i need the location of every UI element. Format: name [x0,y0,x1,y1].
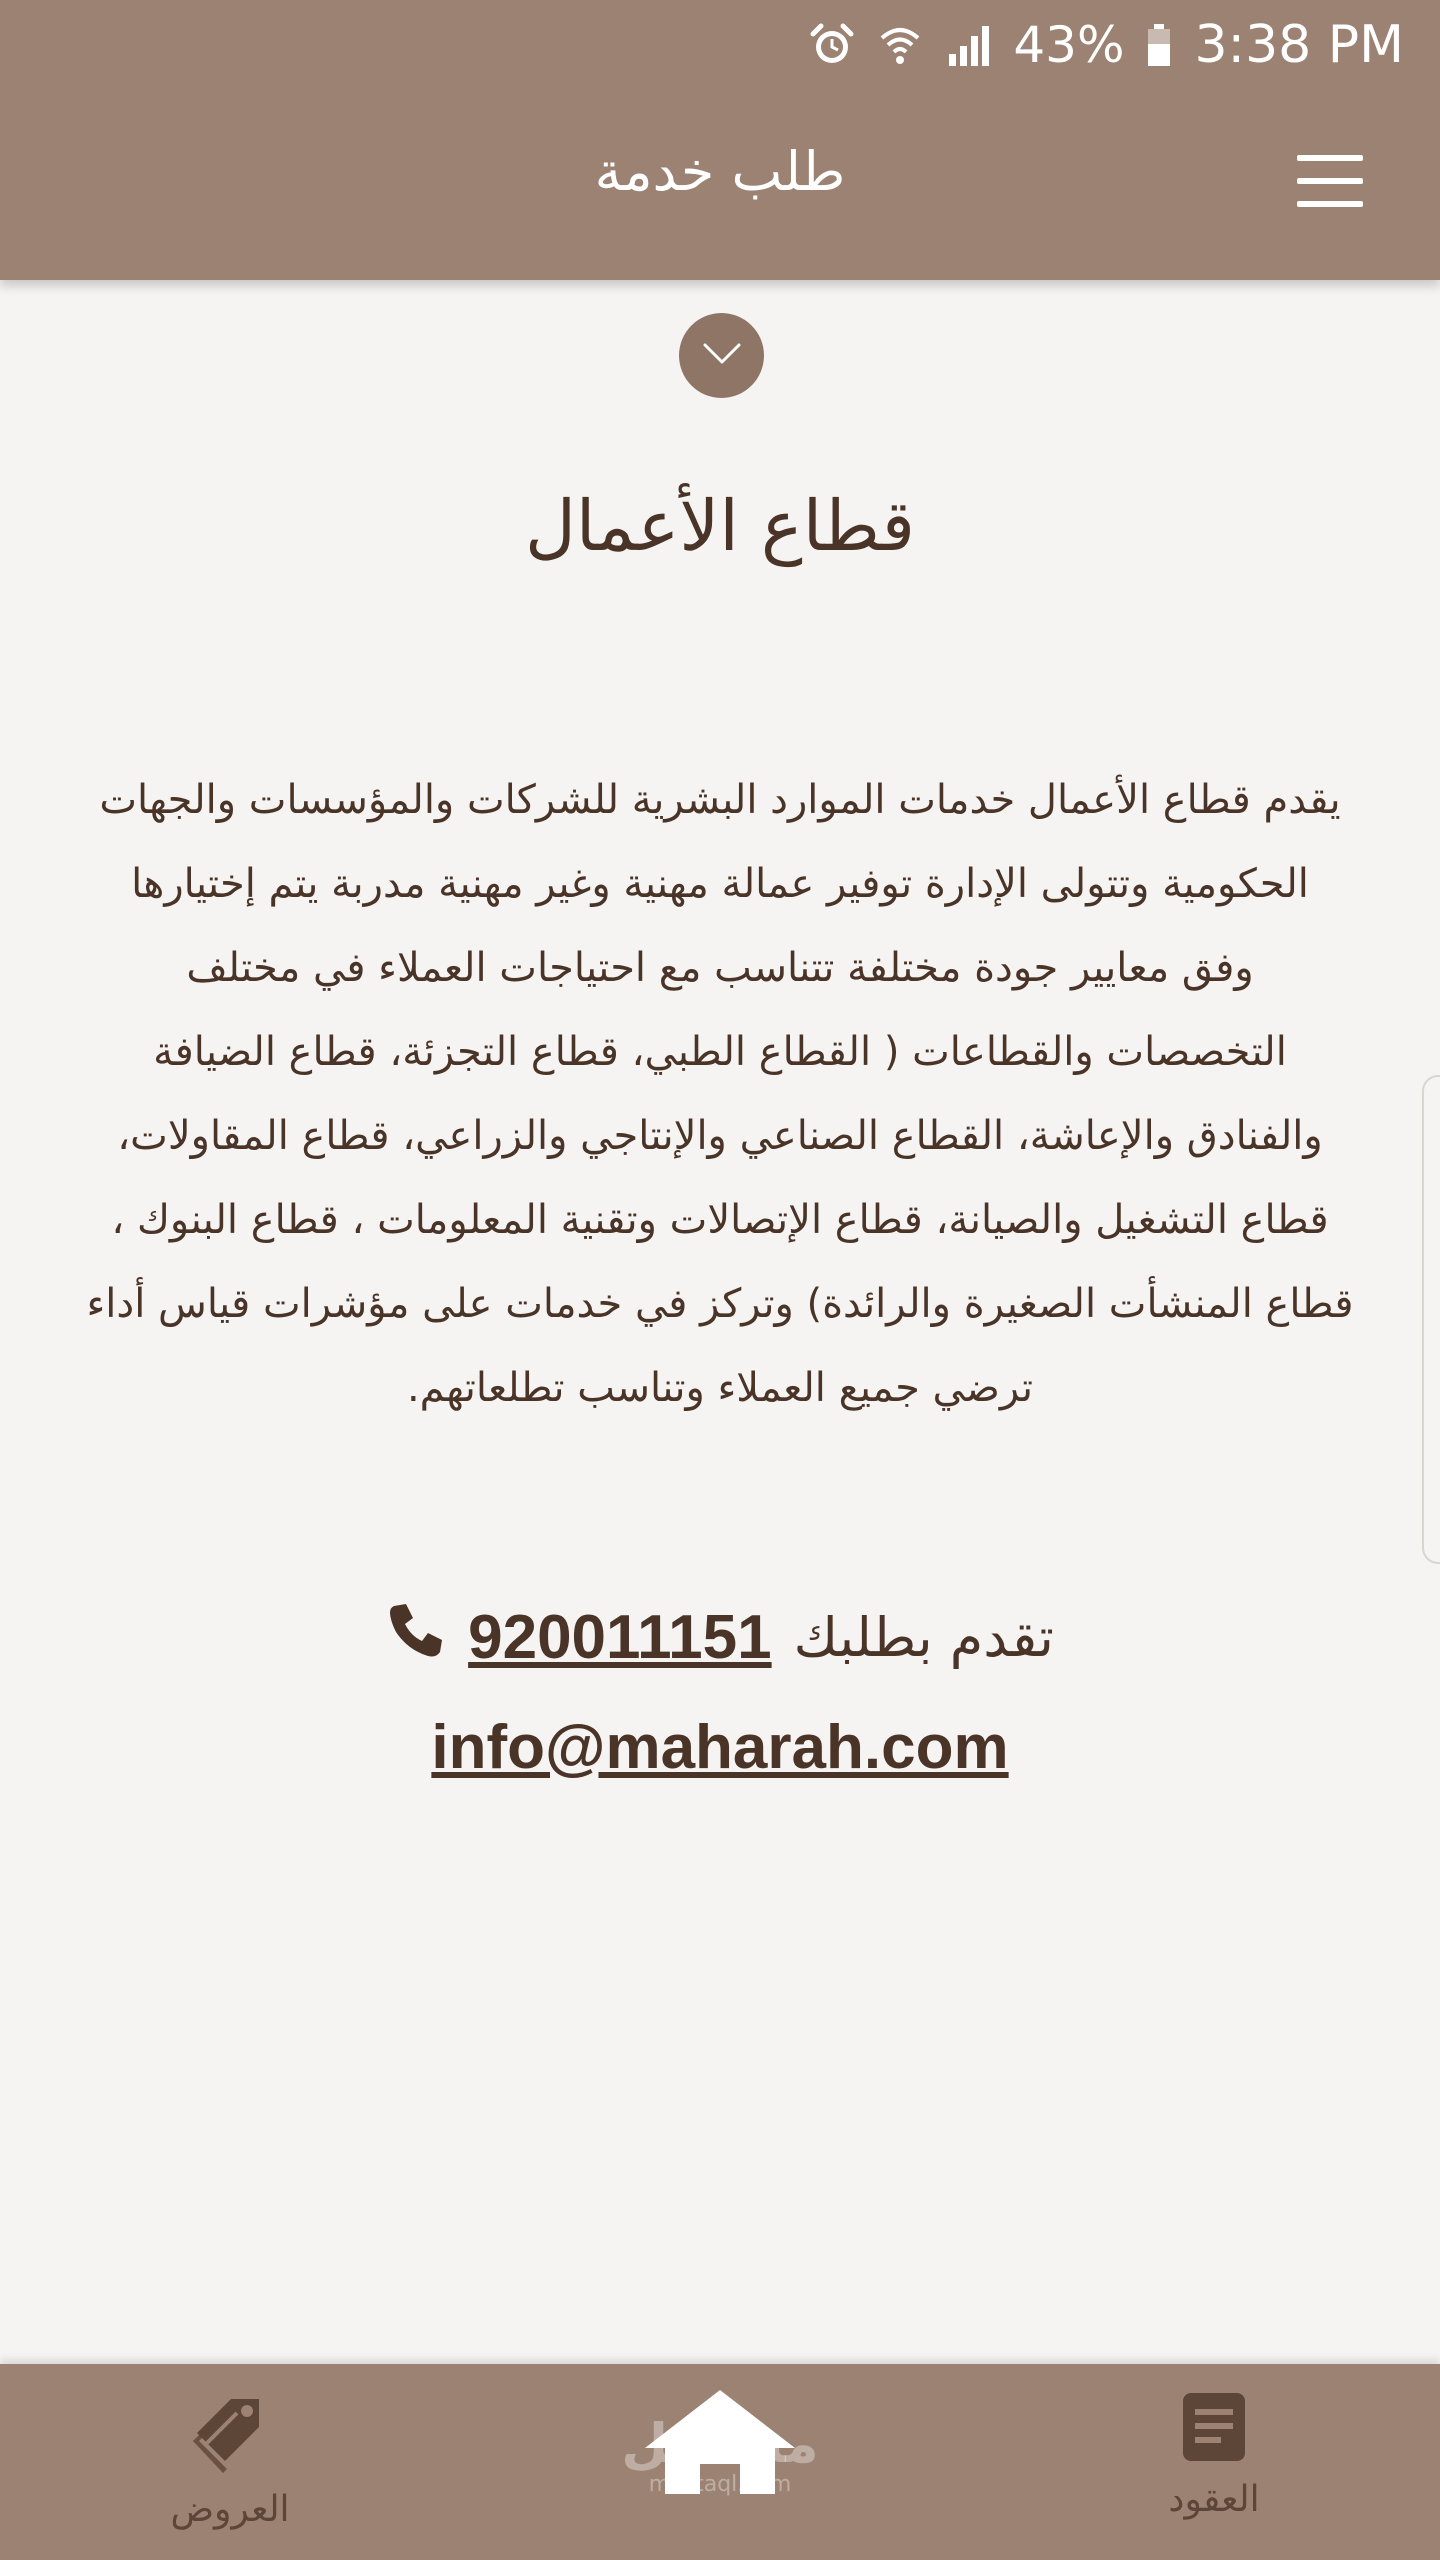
watermark-arabic: مستقل [621,2412,819,2475]
description-line: والفنادق والإعاشة، القطاع الصناعي والإنتاجي والزراعي، قطاع المقاولات، [117,1113,1323,1159]
description-line: وفق معايير جودة مختلفة تتناسب مع احتياجات العملاء في مختلف [186,945,1254,991]
email-link[interactable]: info@maharah.com [431,1713,1009,1782]
nav-item-offers[interactable] [80,2364,380,2560]
description-line: التخصصات والقطاعات ( القطاع الطبي، قطاع التجزئة، قطاع الضيافة [153,1029,1287,1075]
section-title: قطاع الأعمال [524,485,916,567]
nav-label-contracts: العقود [1168,2479,1260,2520]
section-description [70,758,1370,1430]
tag-icon [187,2389,273,2479]
document-icon [1179,2389,1249,2469]
watermark [620,2412,820,2497]
phone-icon [386,1600,446,1675]
signal-icon [945,22,991,68]
description-line: ترضي جميع العملاء وتناسب تطلعاتهم. [406,1365,1034,1411]
menu-line [1297,201,1363,207]
bottom-navigation [0,2364,1440,2560]
description-line: قطاع التشغيل والصيانة، قطاع الإتصالات وتقنية المعلومات ، قطاع البنوك ، [111,1197,1329,1243]
status-time: 3:38 PM [1194,15,1404,75]
collapse-toggle-button[interactable] [679,313,764,398]
battery-percent: 43% [1013,16,1125,74]
nav-item-contracts[interactable] [1064,2364,1364,2560]
description-line: قطاع المنشأت الصغيرة والرائدة) وتركز في خدمات على مؤشرات قياس أداء [86,1281,1354,1327]
page-title: طلب خدمة [594,140,846,203]
contact-line [0,1600,1440,1675]
status-bar [0,0,1440,90]
alarm-icon [809,22,855,68]
phone-number: 920011151 [468,1603,772,1672]
app-header [0,0,1440,280]
phone-link[interactable] [386,1600,772,1675]
wifi-icon [877,22,923,68]
side-drawer-handle[interactable] [1422,1075,1440,1564]
hamburger-menu-icon[interactable] [1297,155,1363,207]
contact-label: تقدم بطلبك [793,1606,1054,1669]
watermark-english: mostaql.com [648,2472,792,2497]
nav-label-offers: العروض [170,2489,290,2530]
description-line: الحكومية وتتولى الإدارة توفير عمالة مهنية وغير مهنية مدربة يتم إختيارها [131,861,1309,907]
description-line: يقدم قطاع الأعمال خدمات الموارد البشرية للشركات والمؤسسات والجهات [99,777,1341,823]
menu-line [1297,155,1363,161]
chevron-down-icon [702,342,742,370]
menu-line [1297,178,1363,184]
battery-icon [1146,22,1172,68]
